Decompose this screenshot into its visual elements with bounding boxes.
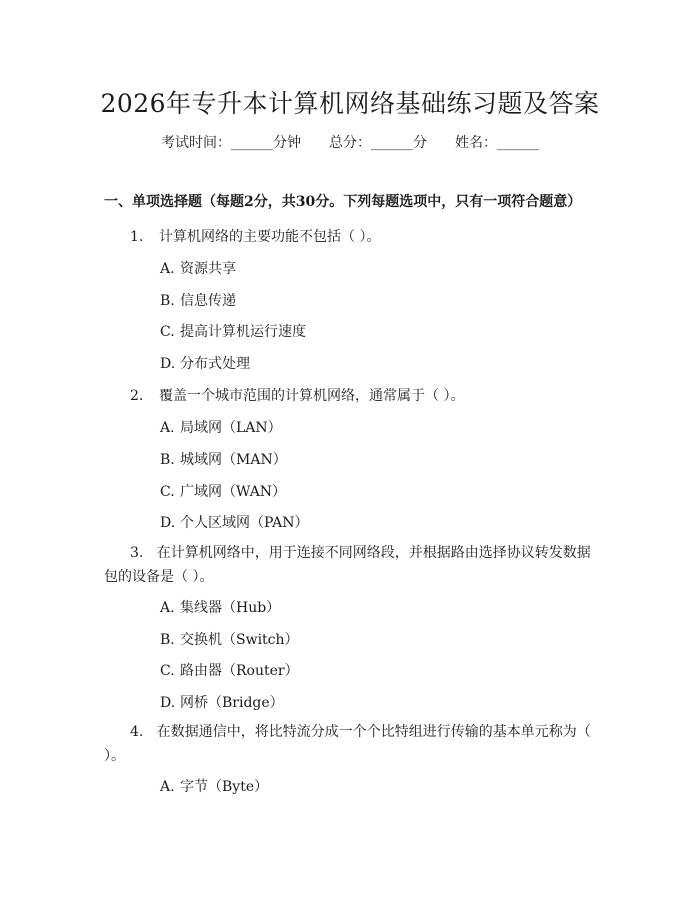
option-text: 个人区域网（PAN）	[180, 515, 309, 531]
option-c	[160, 321, 306, 341]
option-letter: D.	[160, 356, 176, 372]
option-text: 字节（Byte）	[180, 779, 269, 795]
option-letter: C.	[160, 663, 175, 679]
option-text: 交换机（Switch）	[180, 632, 299, 648]
question-number: 1.	[130, 229, 144, 245]
question-number: 3.	[130, 545, 144, 561]
question-3	[104, 541, 598, 589]
document-title: 2026年专升本计算机网络基础练习题及答案	[100, 89, 600, 118]
option-b	[160, 290, 236, 310]
exam-meta	[0, 132, 700, 152]
option-text: 集线器（Hub）	[180, 600, 281, 616]
question-4	[104, 720, 598, 768]
option-d	[160, 692, 284, 712]
option-text: 广域网（WAN）	[180, 484, 287, 500]
option-text: 局域网（LAN）	[180, 420, 282, 436]
question-text: 在数据通信中，将比特流分成一个个比特组进行传输的基本单元称为（ ）。	[104, 724, 591, 764]
option-letter: A.	[160, 779, 175, 795]
option-letter: C.	[160, 484, 175, 500]
question-text: 在计算机网络中，用于连接不同网络段，并根据路由选择协议转发数据包的设备是（ ）。	[104, 545, 591, 585]
option-b	[160, 449, 287, 469]
option-letter: A.	[160, 600, 175, 616]
exam-time-field: 考试时间：______分钟	[161, 135, 301, 151]
question-text: 计算机网络的主要功能不包括（ ）。	[159, 229, 381, 245]
option-a	[160, 597, 280, 617]
option-text: 提高计算机运行速度	[180, 324, 306, 340]
question-number: 4.	[130, 724, 144, 740]
option-letter: B.	[160, 452, 175, 468]
option-b	[160, 629, 299, 649]
option-letter: B.	[160, 632, 175, 648]
option-a	[160, 776, 268, 796]
option-c	[160, 660, 299, 680]
question-number: 2.	[130, 388, 144, 404]
question-text: 覆盖一个城市范围的计算机网络，通常属于（ ）。	[159, 388, 465, 404]
option-c	[160, 481, 286, 501]
question-1	[104, 226, 380, 246]
name-field: 姓名：______	[455, 135, 539, 151]
option-letter: D.	[160, 695, 176, 711]
option-text: 资源共享	[180, 261, 236, 277]
section-heading-single-choice: 一、单项选择题（每题2分，共30分。下列每题选项中，只有一项符合题意）	[104, 194, 582, 210]
option-text: 网桥（Bridge）	[180, 695, 284, 711]
option-letter: A.	[160, 420, 175, 436]
option-text: 城域网（MAN）	[180, 452, 287, 468]
option-text: 路由器（Router）	[180, 663, 299, 679]
question-2	[104, 385, 464, 405]
option-text: 分布式处理	[180, 356, 250, 372]
option-text: 信息传递	[180, 293, 236, 309]
option-letter: C.	[160, 324, 175, 340]
option-letter: D.	[160, 515, 176, 531]
total-score-field: 总分：______分	[329, 135, 427, 151]
option-a	[160, 258, 236, 278]
option-d	[160, 512, 309, 532]
option-d	[160, 353, 250, 373]
option-letter: B.	[160, 293, 175, 309]
option-a	[160, 417, 282, 437]
option-letter: A.	[160, 261, 175, 277]
